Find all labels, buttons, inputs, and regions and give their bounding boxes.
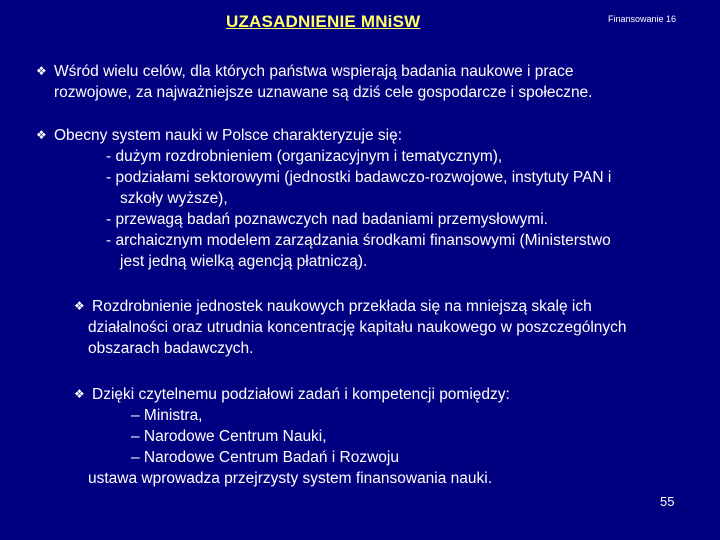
paragraph-2-line-7: jest jedną wielką agencją płatniczą). bbox=[120, 253, 368, 270]
paragraph-3-line-2: działalności oraz utrudnia koncentrację kapitału naukowego w poszczególnych bbox=[88, 319, 627, 336]
paragraph-3-line-1: Rozdrobnienie jednostek naukowych przekłada się na mniejszą skalę ich bbox=[92, 298, 592, 315]
paragraph-3-line-3: obszarach badawczych. bbox=[88, 340, 254, 357]
diamond-bullet-icon: ❖ bbox=[36, 64, 47, 78]
slide-title: UZASADNIENIE MNiSW bbox=[226, 12, 421, 31]
paragraph-2-line-1: Obecny system nauki w Polsce charakteryzuje się: bbox=[54, 127, 403, 144]
diamond-bullet-icon: ❖ bbox=[36, 128, 47, 142]
paragraph-1-line-1: Wśród wielu celów, dla których państwa wspierają badania naukowe i prace bbox=[54, 63, 574, 80]
paragraph-2-line-3: - podziałami sektorowymi (jednostki badawczo-rozwojowe, instytuty PAN i bbox=[106, 169, 612, 186]
paragraph-4-line-2: – Ministra, bbox=[131, 407, 203, 424]
diamond-bullet-icon: ❖ bbox=[74, 387, 85, 401]
paragraph-2-line-6: - archaicznym modelem zarządzania środkami finansowymi (Ministerstwo bbox=[106, 232, 611, 249]
slide-label: Finansowanie 16 bbox=[608, 14, 677, 24]
paragraph-2-line-5: - przewagą badań poznawczych nad badaniami przemysłowymi. bbox=[106, 211, 548, 228]
paragraph-2-line-2: - dużym rozdrobnieniem (organizacyjnym i tematycznym), bbox=[106, 148, 503, 165]
paragraph-1 bbox=[36, 61, 593, 103]
paragraph-2 bbox=[36, 125, 611, 272]
paragraph-3 bbox=[74, 296, 627, 359]
paragraph-4-line-1: Dzięki czytelnemu podziałowi zadań i kompetencji pomiędzy: bbox=[92, 386, 510, 403]
paragraph-4-line-3: – Narodowe Centrum Nauki, bbox=[131, 428, 327, 445]
paragraph-4-line-5: ustawa wprowadza przejrzysty system finansowania nauki. bbox=[88, 470, 493, 487]
page-number: 55 bbox=[660, 494, 675, 509]
paragraph-4-line-4: – Narodowe Centrum Badań i Rozwoju bbox=[131, 449, 399, 466]
paragraph-1-line-2: rozwojowe, za najważniejsze uznawane są dziś cele gospodarcze i społeczne. bbox=[54, 84, 593, 101]
diamond-bullet-icon: ❖ bbox=[74, 299, 85, 313]
paragraph-2-line-4: szkoły wyższe), bbox=[120, 190, 228, 207]
paragraph-4 bbox=[74, 384, 510, 489]
